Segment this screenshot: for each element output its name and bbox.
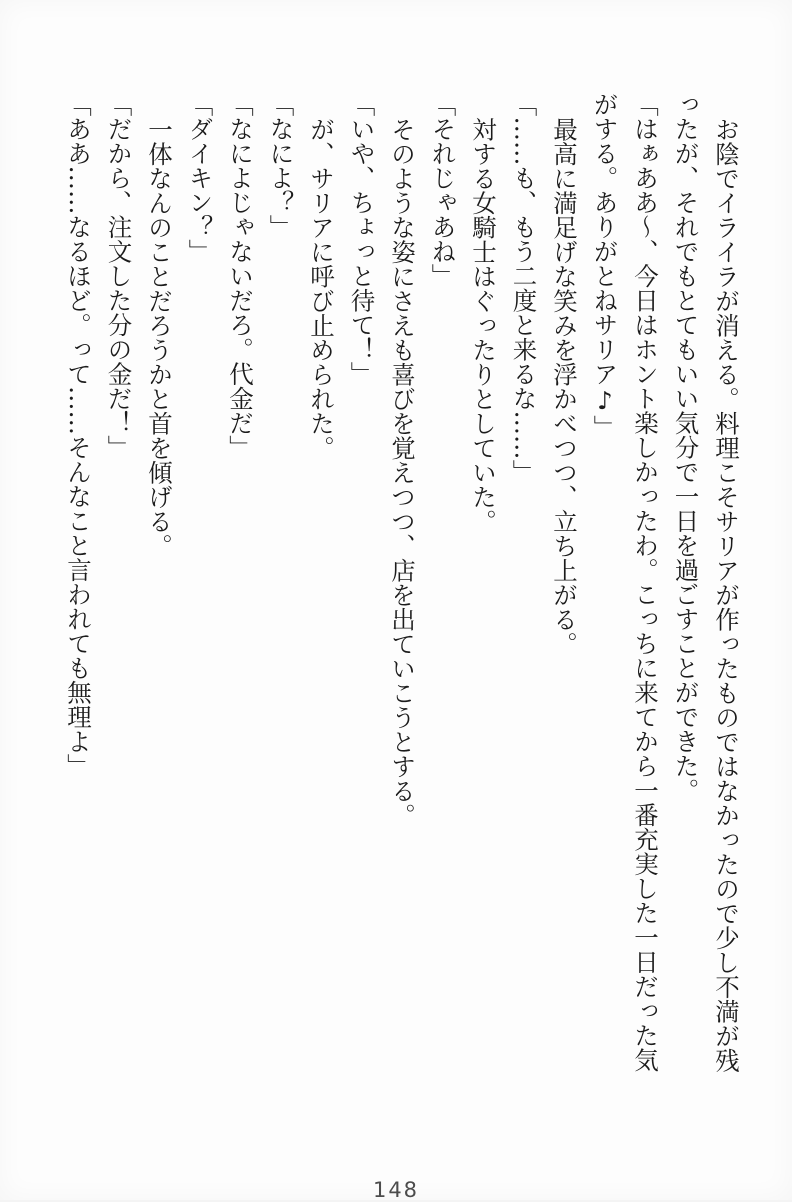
- text-line: お陰でイライラが消える。料理こそサリアが作ったものではなかったので少し不満が残: [712, 116, 741, 1072]
- text-line: ったが、それでもとてもいい気分で一日を過ごすことができた。: [671, 92, 701, 803]
- text-line: がする。ありがとねサリア♪」: [590, 92, 620, 440]
- text-line: 「なによ？」: [266, 92, 296, 239]
- text-line: 「はぁああ〜、今日はホント楽しかったわ。こっちに来てから一番充実した一日だった気: [631, 92, 660, 1072]
- text-line: 「だから、注文した分の金だ！」: [104, 92, 134, 460]
- text-line: 最高に満足げな笑みを浮かべつつ、立ち上がる。: [550, 116, 579, 656]
- text-line: 「いや、ちょっと待て！」: [347, 92, 377, 386]
- text-line: そのような姿にさえも喜びを覚えつつ、店を出ていこうとする。: [388, 116, 417, 827]
- text-line: 「なによじゃないだろ。代金だ」: [226, 92, 255, 460]
- text-line: 「ダイキン？」: [185, 92, 215, 264]
- page-number: 148: [372, 1178, 420, 1202]
- text-line: 対する女騎士はぐったりとしていた。: [469, 116, 498, 533]
- page-text: [58, 92, 747, 1104]
- text-line: 「それじゃあね」: [428, 92, 458, 288]
- text-line: 一体なんのことだろうかと首を傾げる。: [145, 116, 174, 558]
- text-line: 「……も、もう二度と来るな……」: [509, 92, 539, 484]
- text-line: 「ああ……なるほど。って……そんなこと言われても無理よ」: [64, 92, 93, 778]
- text-line: が、サリアに呼び止められた。: [307, 116, 336, 460]
